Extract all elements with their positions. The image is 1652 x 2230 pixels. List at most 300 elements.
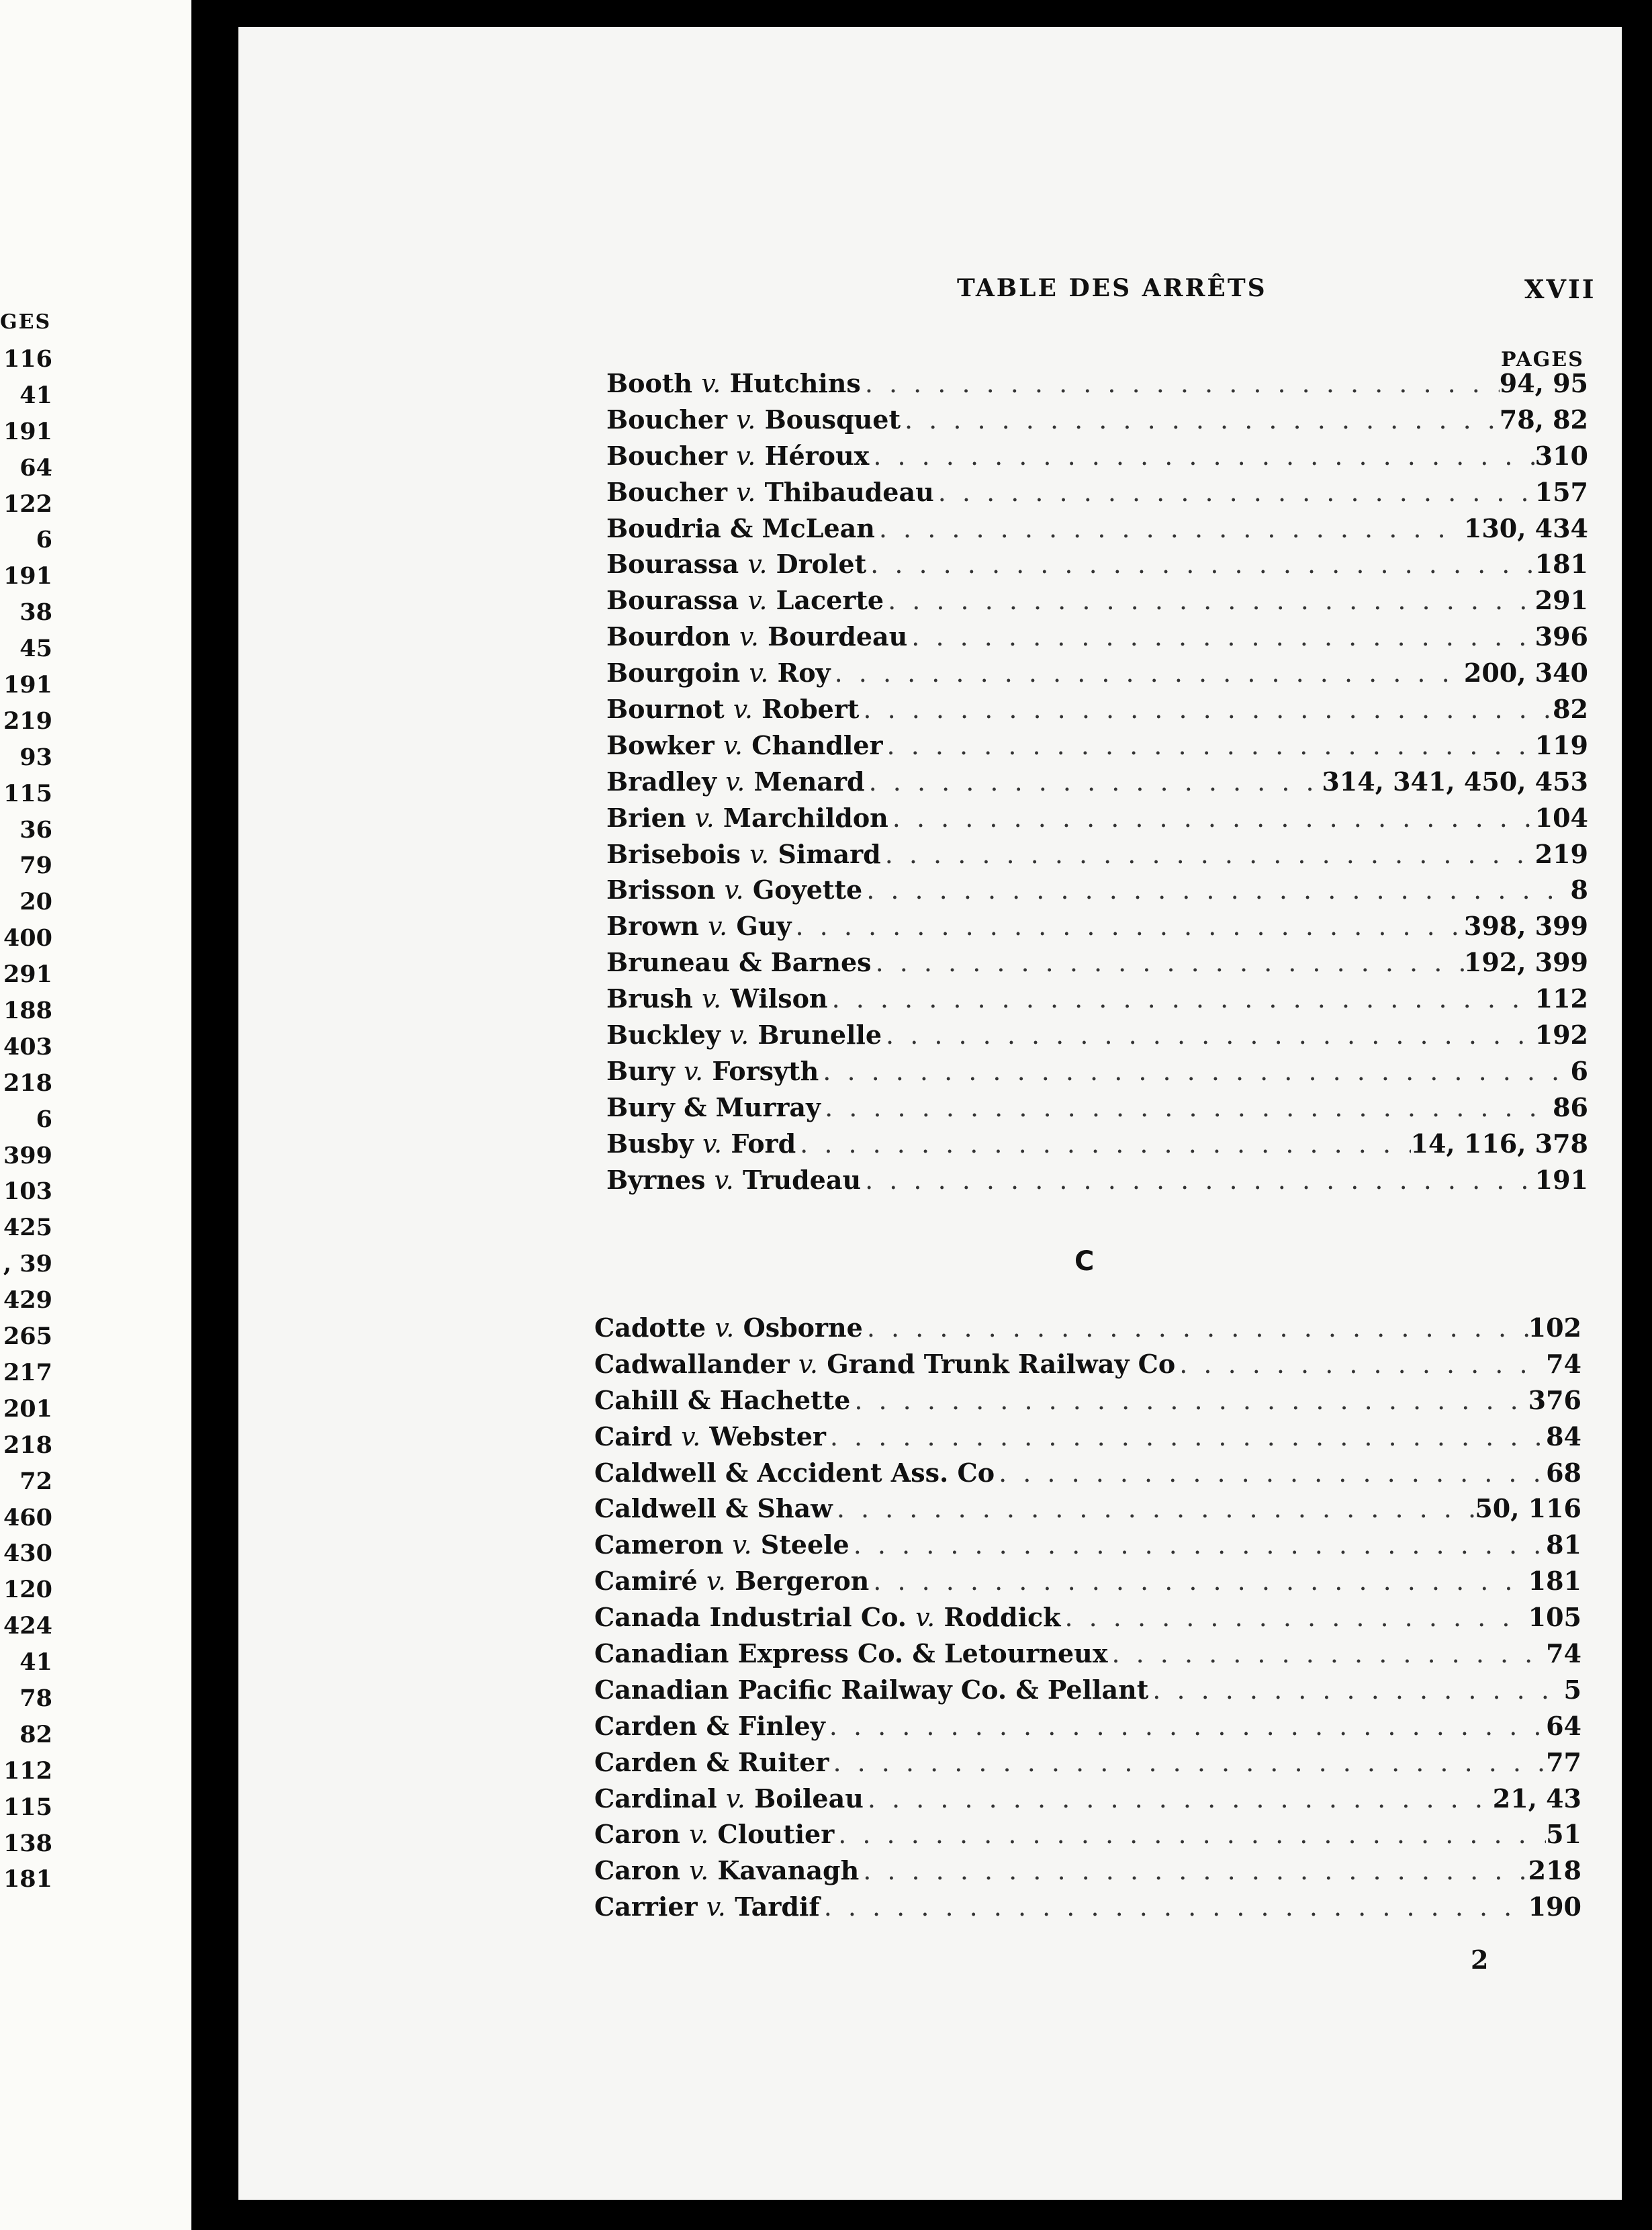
dot-leader <box>864 1781 1493 1817</box>
case-connector: v. <box>702 1128 723 1159</box>
party-one: Caird <box>594 1421 672 1452</box>
case-entry <box>594 1419 1581 1455</box>
facing-page-number: 6 <box>36 526 52 554</box>
case-entry <box>594 1744 1581 1781</box>
party-two: Accident Ass. Co <box>757 1457 995 1488</box>
page-references: 68 <box>1546 1457 1581 1488</box>
party-two: Brunelle <box>758 1020 882 1051</box>
page-references: 94, 95 <box>1499 368 1588 398</box>
signature-mark: 2 <box>1471 1945 1489 1975</box>
case-name <box>594 1599 1060 1636</box>
case-entry <box>594 1346 1581 1382</box>
page-references: 74 <box>1546 1638 1581 1669</box>
facing-page-number: 116 <box>3 345 52 373</box>
party-two: Roy <box>777 658 831 688</box>
page-references: 81 <box>1546 1529 1581 1560</box>
party-one: Cardinal <box>594 1783 717 1814</box>
case-entry <box>606 1126 1588 1162</box>
party-one: Brown <box>606 911 699 942</box>
case-name <box>606 944 872 981</box>
case-name <box>594 1382 850 1419</box>
case-name <box>606 764 865 800</box>
facing-page-number: 93 <box>19 743 52 771</box>
facing-page-number: 20 <box>19 888 52 916</box>
case-entry <box>606 365 1588 402</box>
party-two: Ford <box>731 1128 796 1159</box>
case-name <box>606 619 907 655</box>
party-two: Héroux <box>764 440 870 471</box>
page-references: 112 <box>1534 983 1588 1014</box>
case-name <box>606 365 861 402</box>
party-two: McLean <box>762 512 875 543</box>
dot-leader <box>829 1745 1546 1781</box>
case-list-c <box>594 1310 1581 1925</box>
facing-page-number: 6 <box>36 1105 52 1133</box>
case-entry <box>606 510 1588 547</box>
party-two: Menard <box>753 766 865 797</box>
facing-page-number: 115 <box>3 779 52 807</box>
page-references: 104 <box>1534 802 1588 833</box>
party-one: Boucher <box>606 476 728 507</box>
facing-page-number: 72 <box>19 1467 52 1495</box>
party-one: Buckley <box>606 1020 721 1051</box>
case-entry <box>594 1636 1581 1672</box>
case-entry <box>606 836 1588 873</box>
case-entry <box>606 546 1588 582</box>
party-one: Cadotte <box>594 1312 706 1343</box>
case-connector: v. <box>736 404 756 435</box>
party-two: Boileau <box>754 1783 864 1814</box>
party-two: Pellant <box>1047 1674 1149 1705</box>
case-name <box>594 1816 834 1853</box>
party-two: Grand Trunk Railway Co <box>827 1348 1176 1379</box>
facing-page-number: 115 <box>3 1793 52 1821</box>
party-two: Simard <box>778 838 881 869</box>
party-two: Lacerte <box>776 585 884 616</box>
case-entry <box>606 619 1588 655</box>
party-two: Marchildon <box>723 802 888 833</box>
page-references: 218 <box>1528 1855 1581 1886</box>
case-entry <box>594 1816 1581 1853</box>
dot-leader <box>862 873 1570 908</box>
case-name <box>606 474 934 510</box>
case-name <box>594 1853 859 1889</box>
dot-leader <box>833 1491 1475 1527</box>
dot-leader <box>1148 1672 1563 1708</box>
dot-leader <box>850 1527 1546 1563</box>
page-references: 192, 399 <box>1463 947 1588 978</box>
party-one: Cameron <box>594 1529 724 1560</box>
facing-page-number: 217 <box>3 1358 52 1386</box>
dot-leader <box>875 511 1464 547</box>
case-name <box>594 1708 825 1744</box>
dot-leader <box>796 1126 1410 1162</box>
page-references: 84 <box>1546 1421 1581 1452</box>
dot-leader <box>861 1163 1535 1198</box>
case-list-b <box>606 365 1588 1198</box>
party-one: Brisson <box>606 875 716 905</box>
page-references: 119 <box>1534 729 1588 760</box>
running-head: TABLE DES ARRÊTS <box>957 274 1267 302</box>
case-entry <box>594 1889 1581 1925</box>
case-connector: & <box>912 1638 935 1669</box>
dot-leader <box>881 837 1535 873</box>
party-two: Shaw <box>757 1493 833 1524</box>
party-one: Bourassa <box>606 585 739 616</box>
party-one: Cadwallander <box>594 1348 790 1379</box>
party-one: Cahill <box>594 1384 679 1415</box>
party-one: Bradley <box>606 766 717 797</box>
page-references: 105 <box>1528 1602 1581 1633</box>
case-name <box>594 1889 820 1925</box>
facing-page-number: 138 <box>3 1829 52 1857</box>
party-one: Boucher <box>606 404 728 435</box>
party-one: Byrnes <box>606 1164 706 1195</box>
case-entry <box>594 1310 1581 1346</box>
party-two: Steele <box>760 1529 850 1560</box>
party-two: Bourdeau <box>768 621 908 652</box>
case-connector: v. <box>706 1892 726 1922</box>
case-entry <box>606 872 1588 908</box>
facing-page-number: 79 <box>19 852 52 880</box>
case-connector: & <box>729 512 753 543</box>
section-letter: C <box>1074 1246 1095 1277</box>
facing-page-number: 191 <box>3 671 52 699</box>
page-references: 291 <box>1534 585 1588 616</box>
page-references: 78, 82 <box>1499 404 1588 435</box>
case-entry <box>606 800 1588 836</box>
page-references: 21, 43 <box>1492 1783 1581 1814</box>
case-connector: v. <box>702 984 722 1014</box>
page-references: 6 <box>1570 1055 1588 1086</box>
case-entry <box>606 908 1588 944</box>
case-connector: v. <box>739 622 759 652</box>
dot-leader <box>826 1419 1546 1455</box>
case-connector: & <box>706 1746 729 1777</box>
page-references: 396 <box>1534 621 1588 652</box>
page-references: 64 <box>1546 1710 1581 1741</box>
case-name <box>606 582 884 619</box>
party-one: Brien <box>606 802 686 833</box>
page-references: 5 <box>1563 1674 1581 1705</box>
facing-page-number: 403 <box>3 1032 52 1061</box>
dot-leader <box>825 1709 1546 1744</box>
case-connector: v. <box>747 549 768 580</box>
party-one: Boudria <box>606 512 721 543</box>
facing-page-number: 399 <box>3 1141 52 1169</box>
case-name <box>594 1563 869 1599</box>
party-two: Wilson <box>730 983 828 1014</box>
case-entry <box>606 438 1588 474</box>
case-name <box>606 872 862 908</box>
party-two: Guy <box>736 911 792 942</box>
dot-leader <box>884 583 1535 619</box>
page-references: 310 <box>1534 440 1588 471</box>
case-name <box>594 1419 826 1455</box>
party-one: Brisebois <box>606 838 741 869</box>
page-references: 8 <box>1570 875 1588 905</box>
dot-leader <box>1175 1347 1546 1382</box>
case-connector: v. <box>725 1783 745 1814</box>
case-entry <box>594 1708 1581 1744</box>
facing-page-number: 425 <box>3 1214 52 1242</box>
case-connector: v. <box>689 1820 709 1850</box>
case-connector: v. <box>689 1856 709 1886</box>
party-two: Roddick <box>944 1602 1061 1633</box>
facing-page-number: 45 <box>19 635 52 663</box>
dot-leader <box>850 1383 1528 1419</box>
facing-page-number: 430 <box>3 1540 52 1568</box>
facing-page-number: 191 <box>3 562 52 590</box>
page-references: 398, 399 <box>1463 911 1588 942</box>
dot-leader <box>821 1090 1553 1126</box>
case-name <box>594 1346 1175 1382</box>
dot-leader <box>995 1456 1546 1491</box>
case-connector: v. <box>694 803 715 833</box>
case-connector: v. <box>749 839 770 869</box>
dot-leader <box>861 366 1500 402</box>
party-one: Bruneau <box>606 947 730 978</box>
party-two: Barnes <box>770 947 872 978</box>
facing-page-numbers <box>0 341 52 1898</box>
case-entry <box>594 1599 1581 1636</box>
party-two: Drolet <box>776 549 867 580</box>
case-connector: v. <box>736 441 756 471</box>
case-name <box>606 1017 882 1053</box>
facing-page-number: , 39 <box>3 1250 52 1278</box>
case-name <box>606 836 881 873</box>
case-connector: v. <box>701 369 721 398</box>
case-entry <box>606 727 1588 764</box>
case-connector: v. <box>725 766 745 797</box>
facing-page-number: 82 <box>19 1720 52 1748</box>
party-one: Canadian Express Co. <box>594 1638 904 1669</box>
case-entry <box>606 402 1588 438</box>
facing-page-number: 64 <box>19 453 52 482</box>
case-connector: v. <box>723 730 743 760</box>
facing-page-number: 122 <box>3 490 52 518</box>
case-entry <box>606 474 1588 510</box>
party-one: Bournot <box>606 694 725 725</box>
party-two: Bousquet <box>764 404 901 435</box>
party-one: Busby <box>606 1128 694 1159</box>
case-entry <box>606 582 1588 619</box>
party-two: Tardif <box>735 1891 820 1922</box>
case-name <box>606 800 888 836</box>
case-name <box>594 1310 863 1346</box>
dot-leader <box>866 547 1535 582</box>
case-connector: & <box>725 1493 749 1524</box>
case-connector: v. <box>747 586 768 616</box>
party-one: Canada Industrial Co. <box>594 1602 907 1633</box>
case-entry <box>606 1053 1588 1089</box>
facing-page-number: 291 <box>3 961 52 989</box>
dot-leader <box>1060 1600 1528 1636</box>
page-references: 14, 116, 378 <box>1410 1128 1588 1159</box>
facing-page-number: 201 <box>3 1394 52 1423</box>
party-one: Bourdon <box>606 621 731 652</box>
case-connector: & <box>688 1384 711 1415</box>
facing-page-number: 78 <box>19 1684 52 1712</box>
case-connector: v. <box>681 1421 701 1452</box>
dot-leader <box>934 475 1535 510</box>
dot-leader <box>819 1054 1570 1089</box>
main-page <box>238 27 1622 2200</box>
case-name <box>606 1089 821 1126</box>
case-name <box>606 727 883 764</box>
dot-leader <box>901 402 1500 438</box>
case-name <box>594 1455 995 1491</box>
case-name <box>606 981 828 1017</box>
case-name <box>594 1636 1107 1672</box>
case-name <box>606 510 875 547</box>
dot-leader <box>882 1018 1535 1053</box>
case-entry <box>594 1853 1581 1889</box>
page-references: 82 <box>1553 694 1588 725</box>
page-references: 376 <box>1528 1384 1581 1415</box>
facing-page-number: 120 <box>3 1576 52 1604</box>
case-connector: v. <box>736 477 756 507</box>
case-entry <box>594 1455 1581 1491</box>
party-one: Carrier <box>594 1891 698 1922</box>
party-two: Webster <box>709 1421 826 1452</box>
case-name <box>606 691 859 727</box>
case-connector: & <box>1015 1674 1039 1705</box>
case-entry <box>606 655 1588 691</box>
facing-page-number: 219 <box>3 707 52 735</box>
case-connector: v. <box>749 658 769 688</box>
case-connector: v. <box>733 695 753 725</box>
party-two: Robert <box>762 694 860 725</box>
dot-leader <box>869 1564 1528 1599</box>
party-one: Boucher <box>606 440 728 471</box>
facing-page-number: 112 <box>3 1756 52 1785</box>
dot-leader <box>834 1817 1546 1853</box>
case-name <box>606 438 869 474</box>
case-entry <box>606 691 1588 727</box>
case-entry <box>594 1781 1581 1817</box>
case-connector: v. <box>798 1349 818 1379</box>
party-two: Trudeau <box>742 1164 862 1195</box>
party-one: Bourgoin <box>606 658 741 688</box>
facing-page-number: 218 <box>3 1069 52 1097</box>
case-connector: v. <box>915 1603 935 1633</box>
facing-page-number: 429 <box>3 1286 52 1314</box>
party-one: Caldwell <box>594 1457 717 1488</box>
case-entry <box>594 1563 1581 1599</box>
page-references: 157 <box>1534 476 1588 507</box>
dot-leader <box>859 1853 1528 1889</box>
case-connector: & <box>725 1457 749 1488</box>
facing-page-number: 181 <box>3 1865 52 1893</box>
case-entry <box>606 1017 1588 1053</box>
case-name <box>606 402 901 438</box>
party-two: Murray <box>715 1091 821 1122</box>
party-two: Finley <box>738 1710 825 1741</box>
case-name <box>594 1490 833 1527</box>
case-connector: & <box>739 947 762 978</box>
page-references: 181 <box>1528 1566 1581 1597</box>
case-connector: v. <box>708 911 728 942</box>
page-references: 51 <box>1546 1819 1581 1850</box>
case-name <box>594 1672 1148 1708</box>
dot-leader <box>869 439 1534 474</box>
case-connector: v. <box>684 1056 704 1086</box>
case-entry <box>606 764 1588 800</box>
party-one: Bourassa <box>606 549 739 580</box>
party-two: Letourneux <box>944 1638 1108 1669</box>
party-one: Bury <box>606 1055 675 1086</box>
facing-page-number: 400 <box>3 924 52 952</box>
case-entry <box>606 981 1588 1017</box>
party-one: Caron <box>594 1819 680 1850</box>
pages-column-header: PAGES <box>1501 348 1584 371</box>
page-references: 200, 340 <box>1463 658 1588 688</box>
party-two: Forsyth <box>712 1055 819 1086</box>
page-references: 181 <box>1534 549 1588 580</box>
page-references: 219 <box>1534 838 1588 869</box>
party-one: Caron <box>594 1855 680 1886</box>
dot-leader <box>888 801 1535 836</box>
party-two: Goyette <box>752 875 863 905</box>
party-one: Bury <box>606 1091 675 1122</box>
party-two: Hachette <box>719 1384 851 1415</box>
party-two: Cloutier <box>717 1819 835 1850</box>
facing-page-number: 41 <box>19 1648 52 1677</box>
case-entry <box>594 1672 1581 1708</box>
facing-page-number: 188 <box>3 997 52 1025</box>
case-connector: v. <box>706 1566 726 1597</box>
dot-leader <box>865 764 1322 800</box>
party-two: Ruiter <box>738 1746 829 1777</box>
party-two: Chandler <box>751 729 883 760</box>
party-two: Bergeron <box>735 1566 870 1597</box>
facing-page-number: 218 <box>3 1431 52 1459</box>
party-two: Thibaudeau <box>764 476 934 507</box>
page-references: 314, 341, 450, 453 <box>1322 766 1588 797</box>
page-references: 192 <box>1534 1020 1588 1051</box>
dot-leader <box>872 945 1464 981</box>
party-one: Booth <box>606 368 692 398</box>
case-entry <box>606 944 1588 981</box>
dot-leader <box>883 728 1535 764</box>
facing-page-number: 191 <box>3 417 52 445</box>
dot-leader <box>863 1310 1528 1346</box>
facing-page-number: 265 <box>3 1323 52 1351</box>
page-references: 102 <box>1528 1312 1581 1343</box>
case-connector: v. <box>724 875 744 905</box>
case-connector: & <box>684 1091 707 1122</box>
case-name <box>606 546 866 582</box>
case-name <box>594 1781 864 1817</box>
case-name <box>606 1126 796 1162</box>
party-one: Carden <box>594 1710 698 1741</box>
page-references: 191 <box>1534 1164 1588 1195</box>
party-one: Caldwell <box>594 1493 717 1524</box>
dot-leader <box>792 909 1464 944</box>
page-references: 130, 434 <box>1463 512 1588 543</box>
case-connector: v. <box>732 1530 752 1560</box>
facing-page-number: 38 <box>19 598 52 627</box>
facing-page-fragment <box>0 0 191 2230</box>
party-one: Canadian Pacific Railway Co. <box>594 1674 1007 1705</box>
case-connector: & <box>706 1710 729 1741</box>
case-entry <box>594 1382 1581 1419</box>
case-name <box>606 908 792 944</box>
case-name <box>594 1744 829 1781</box>
dot-leader <box>828 981 1535 1017</box>
dot-leader <box>1107 1636 1546 1672</box>
